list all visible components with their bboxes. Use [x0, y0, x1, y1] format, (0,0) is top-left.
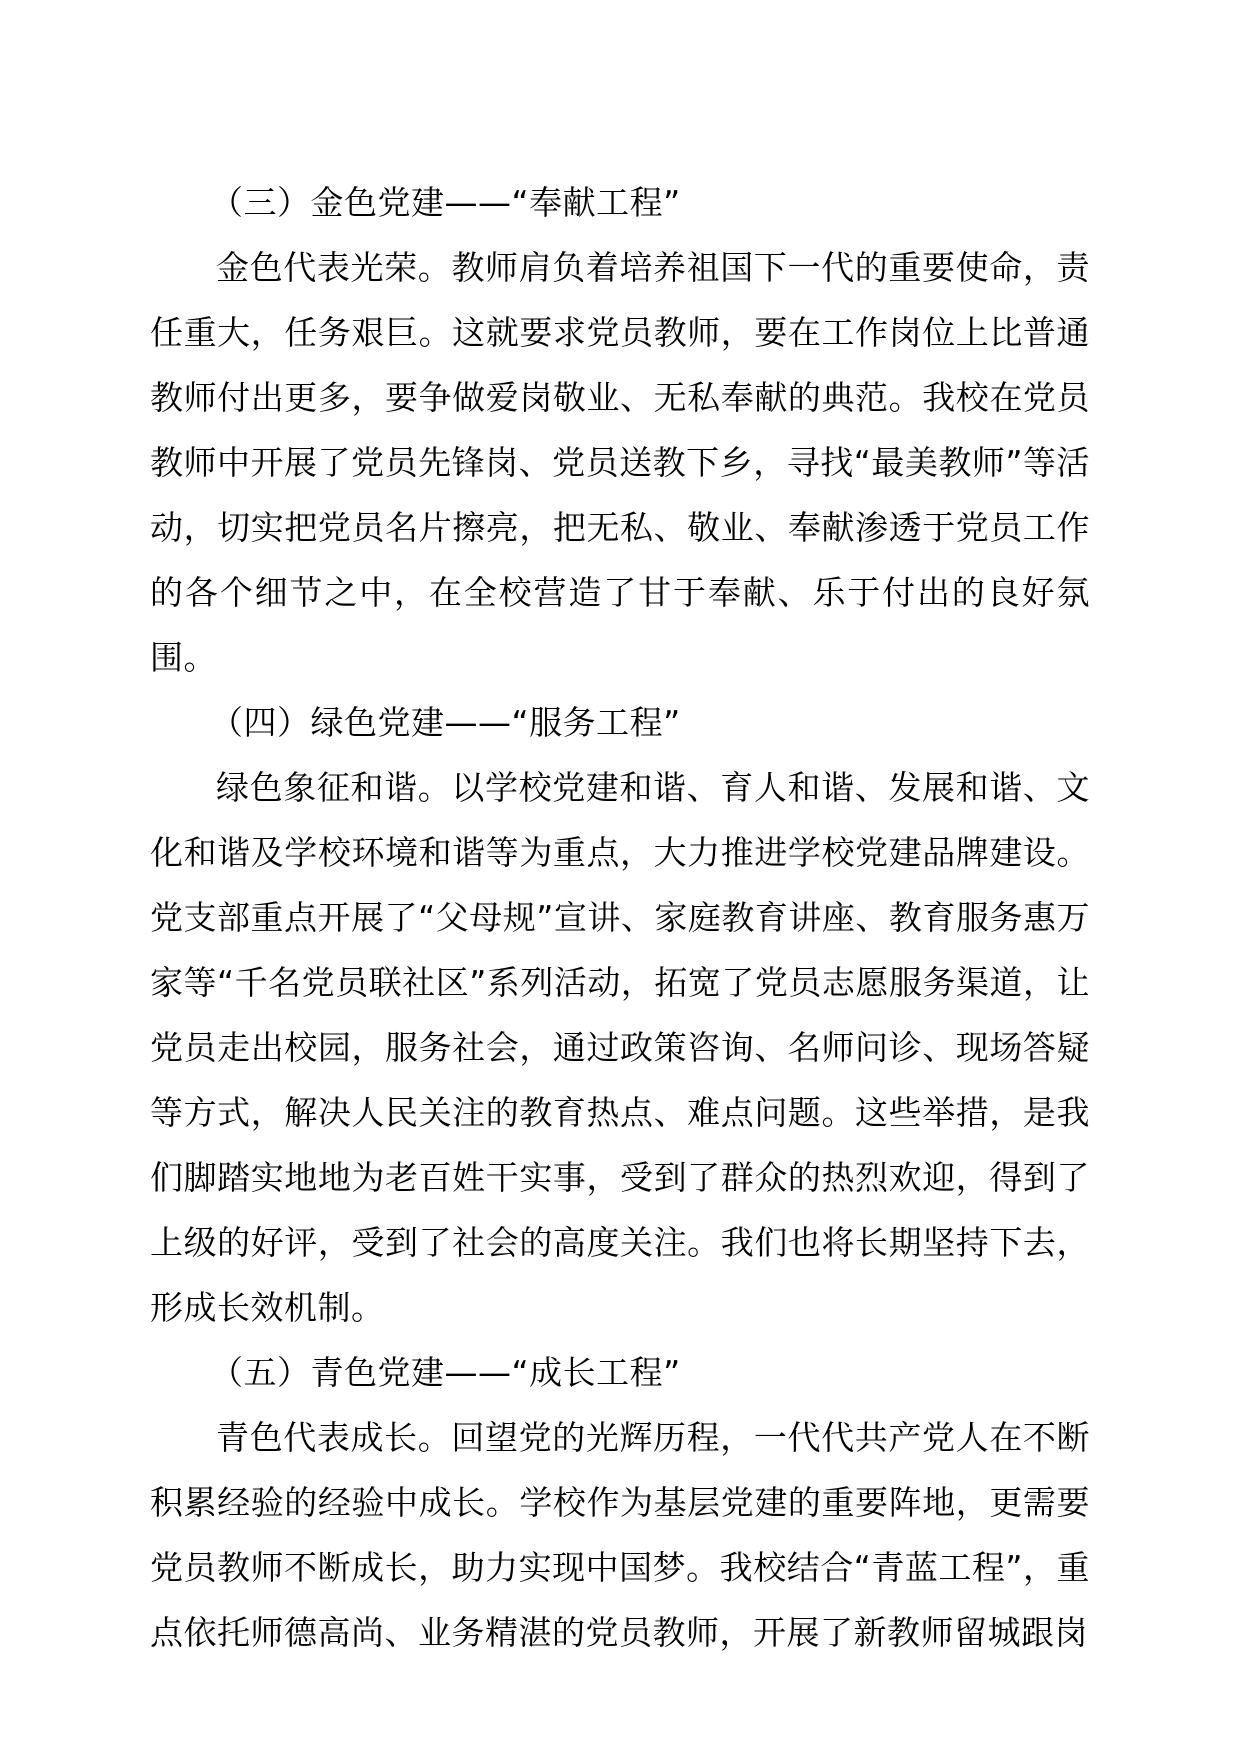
- section-heading-5: （五）青色党建——“成长工程”: [210, 1353, 681, 1392]
- document-body: [150, 170, 1090, 1665]
- section-paragraph-3: 金色代表光荣。教师肩负着培养祖国下一代的重要使命，责任重大，任务艰巨。这就要求党员教师，要在工作岗位上比普通教师付出更多，要争做爱岗敬业、无私奉献的典范。我校在党员教师中开展了党员先锋岗、党员送教下乡，寻找“最美教师”等活动，切实把党员名片擦亮，把无私、敬业、奉献渗透于党员工作的各个细节之中，在全校营造了甘于奉献、乐于付出的良好氛围。: [150, 248, 1090, 677]
- section-paragraph-5: 青色代表成长。回望党的光辉历程，一代代共产党人在不断积累经验的经验中成长。学校作为基层党建的重要阵地，更需要党员教师不断成长，助力实现中国梦。我校结合“青蓝工程”，重点依托师德高尚、业务精湛的党员教师，开展了新教师留城跟岗: [150, 1418, 1090, 1652]
- section-heading-4: （四）绿色党建——“服务工程”: [210, 703, 681, 742]
- section-heading-3: （三）金色党建——“奉献工程”: [210, 183, 681, 222]
- section-paragraph-4: 绿色象征和谐。以学校党建和谐、育人和谐、发展和谐、文化和谐及学校环境和谐等为重点，大力推进学校党建品牌建设。党支部重点开展了“父母规”宣讲、家庭教育讲座、教育服务惠万家等“千名党员联社区”系列活动，拓宽了党员志愿服务渠道，让党员走出校园，服务社会，通过政策咨询、名师问诊、现场答疑等方式，解决人民关注的教育热点、难点问题。这些举措，是我们脚踏实地地为老百姓干实事，受到了群众的热烈欢迎，得到了上级的好评，受到了社会的高度关注。我们也将长期坚持下去，形成长效机制。: [150, 768, 1090, 1327]
